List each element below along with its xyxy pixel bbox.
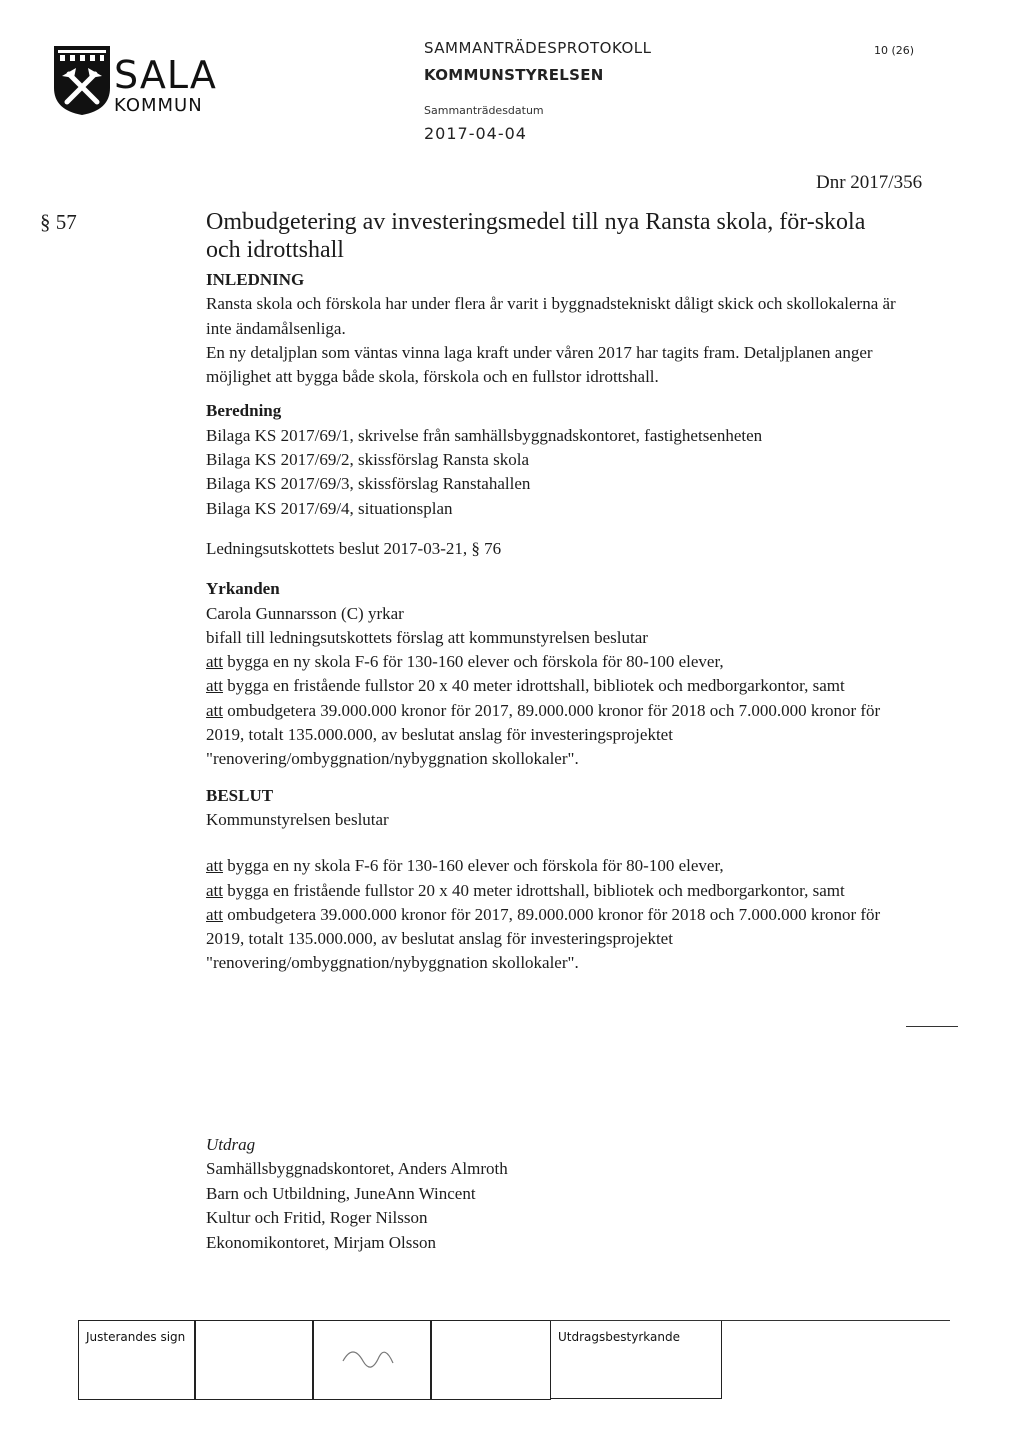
extract-certification-box (550, 1320, 722, 1399)
adjusters-signature-label: Justerandes sign (86, 1330, 186, 1344)
case-body (206, 268, 896, 976)
intro-paragraph-1: Ransta skola och förskola har under flera år varit i byggnadstekniskt dåligt skick och skollokalerna är inte ändamålsenliga. (206, 294, 896, 338)
meeting-date: 2017-04-04 (424, 124, 527, 143)
proposal-att-1 (206, 650, 896, 674)
proposal-intro: bifall till ledningsutskottets förslag att kommunstyrelsen beslutar (206, 627, 648, 647)
section-heading-beredning: Beredning (206, 401, 282, 421)
decision-att-3-text: ombudgetera 39.000.000 kronor för 2017, 89.000.000 kronor för 2018 och 7.000.000 kronor för 2019, totalt 135.000.000, av beslutat anslag för investeringsprojektet "renovering/ombyggnation/nybyggnation skollokaler". (206, 904, 881, 973)
decision-att-2-text: bygga en fristående fullstor 20 x 40 meter idrottshall, bibliotek och medborgarkontor, samt (223, 880, 845, 900)
section-heading-inledning: INLEDNING (206, 270, 305, 289)
page-number: 10 (26) (874, 44, 915, 57)
logo-wordmark: SALA (114, 53, 217, 97)
attachment-item: Bilaga KS 2017/69/2, skissförslag Ransta skola (206, 450, 529, 470)
board-name: KOMMUNSTYRELSEN (424, 66, 604, 84)
decision-att-3 (206, 903, 896, 976)
signature-table (78, 1320, 953, 1418)
proposal-att-3 (206, 699, 896, 772)
attachment-item: Bilaga KS 2017/69/1, skrivelse från samhällsbyggnadskontoret, fastighetsenheten (206, 425, 763, 445)
proposal-att-2 (206, 674, 896, 698)
proposal-att-3-text: ombudgetera 39.000.000 kronor för 2017, 89.000.000 kronor för 2018 och 7.000.000 kronor för 2019, totalt 135.000.000, av beslutat anslag för investeringsprojektet "renovering/ombyggnation/nybyggnation skollokaler". (206, 700, 881, 769)
section-divider (906, 1026, 958, 1027)
intro-paragraph-2: En ny detaljplan som väntas vinna laga kraft under våren 2017 har tagits fram. Detaljplanen anger möjlighet att bygga både skola, förskola och en fullstor idrottshall. (206, 342, 873, 387)
paragraph-number: § 57 (40, 210, 77, 234)
att-word: att (206, 676, 223, 696)
extract-recipient: Barn och Utbildning, JuneAnn Wincent (206, 1183, 476, 1203)
signature-box (194, 1320, 314, 1400)
attachment-item: Bilaga KS 2017/69/4, situationsplan (206, 498, 453, 518)
committee-decision-ref: Ledningsutskottets beslut 2017-03-21, § 76 (206, 538, 502, 558)
extract-recipient: Kultur och Fritid, Roger Nilsson (206, 1208, 428, 1228)
signature-box (312, 1320, 432, 1400)
table-top-line (550, 1320, 950, 1321)
attachment-item: Bilaga KS 2017/69/3, skissförslag Ranstahallen (206, 474, 531, 494)
section-heading-beslut: BESLUT (206, 785, 274, 805)
att-word: att (206, 904, 223, 924)
adjusters-signature-box (78, 1320, 196, 1400)
case-title: Ombudgetering av investeringsmedel till nya Ransta skola, för-skola och idrottshall (206, 209, 866, 263)
decision-att-1 (206, 854, 896, 878)
decision-att-2 (206, 879, 896, 903)
proposal-att-2-text: bygga en fristående fullstor 20 x 40 meter idrottshall, bibliotek och medborgarkontor, samt (223, 676, 845, 696)
extract-certification-label: Utdragsbestyrkande (558, 1330, 680, 1344)
extract-recipients (206, 1133, 508, 1255)
proposal-att-1-text: bygga en ny skola F-6 för 130-160 elever och förskola för 80-100 elever, (223, 652, 724, 672)
signature-scribble-icon (313, 1321, 431, 1399)
proposer: Carola Gunnarsson (C) yrkar (206, 603, 404, 623)
extract-heading: Utdrag (206, 1135, 256, 1154)
att-word: att (206, 700, 223, 720)
extract-recipient: Samhällsbyggnadskontoret, Anders Almroth (206, 1159, 508, 1179)
att-word: att (206, 652, 223, 672)
sala-coat-of-arms-icon (52, 44, 112, 116)
att-word: att (206, 856, 223, 876)
signature-box (430, 1320, 551, 1400)
case-number: Dnr 2017/356 (816, 172, 923, 193)
decision-att-1-text: bygga en ny skola F-6 för 130-160 elever och förskola för 80-100 elever, (223, 856, 724, 876)
att-word: att (206, 880, 223, 900)
section-heading-yrkanden: Yrkanden (206, 579, 280, 599)
meeting-date-label: Sammanträdesdatum (424, 104, 544, 117)
logo-subtitle: KOMMUN (114, 95, 203, 116)
extract-recipient: Ekonomikontoret, Mirjam Olsson (206, 1232, 436, 1252)
document-type: SAMMANTRÄDESPROTOKOLL (424, 39, 652, 57)
decision-intro: Kommunstyrelsen beslutar (206, 809, 389, 829)
